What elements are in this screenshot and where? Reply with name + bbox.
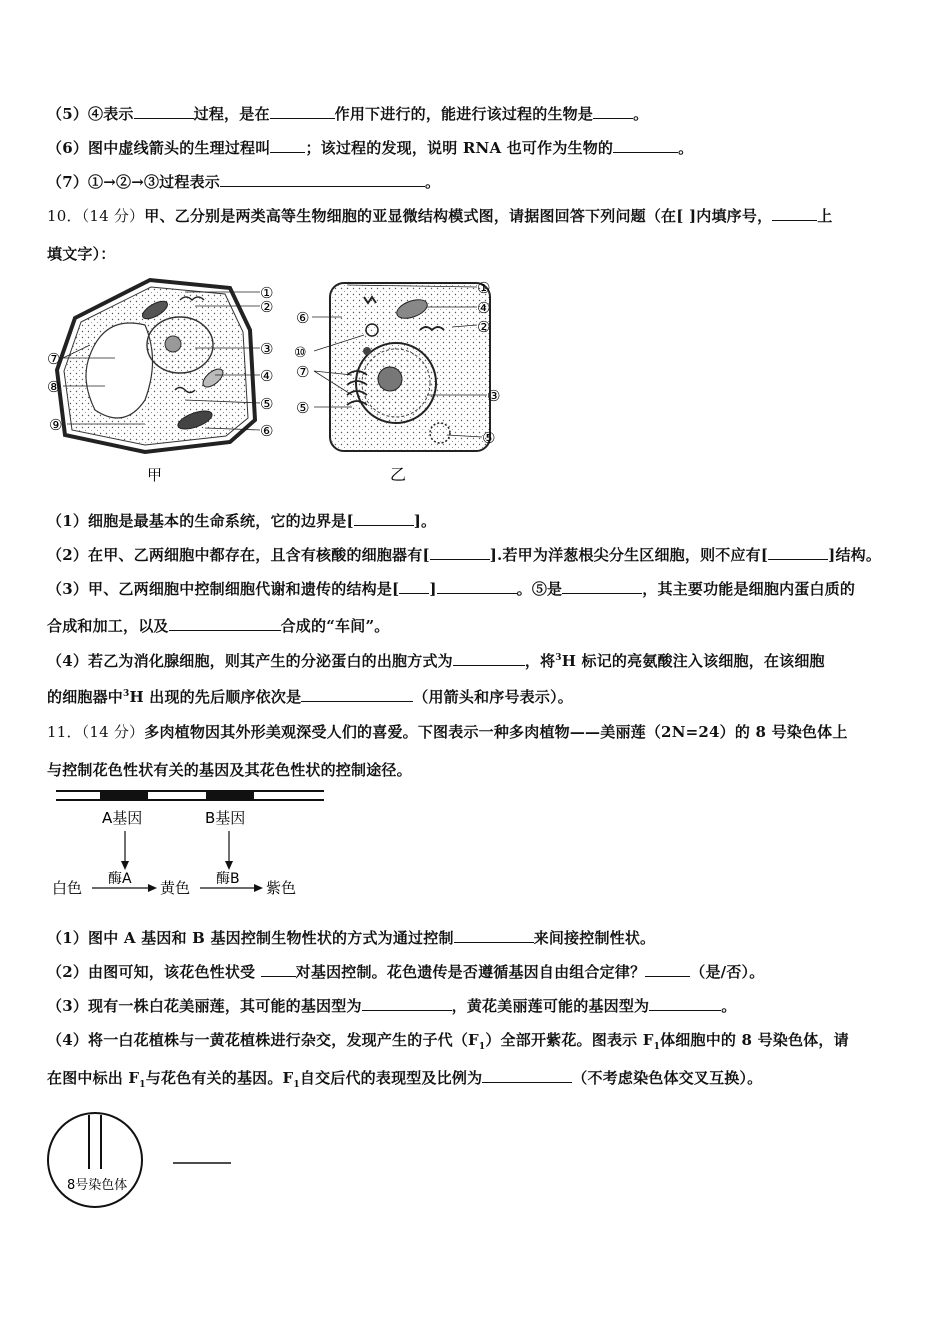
q11-part4-line2: 在图中标出 $F_1$与花色有关的基因。$F_1$自交后代的表现型及比例为 （不考虑染色体交叉互换）。 bbox=[47, 1069, 763, 1090]
q10-header-line2: 填文字）： bbox=[47, 245, 116, 263]
label-6: ⑥ bbox=[296, 309, 310, 327]
gene-a-label: A基因 bbox=[102, 809, 143, 827]
arrow-down-icon bbox=[225, 861, 233, 870]
label-5: ⑤ bbox=[296, 399, 310, 417]
gene-pathway-figure bbox=[48, 785, 338, 905]
answer-blank[interactable] bbox=[772, 206, 817, 221]
answer-blank[interactable] bbox=[437, 579, 517, 594]
label-4: ④ bbox=[477, 299, 491, 317]
label-1: ① bbox=[477, 279, 491, 297]
q11-part3: （3）现有一株白花美丽莲，其可能的基因型为 ，黄花美丽莲可能的基因型为 。 bbox=[47, 997, 737, 1015]
answer-blank[interactable] bbox=[649, 996, 721, 1011]
answer-blank[interactable] bbox=[613, 138, 678, 153]
answer-blank[interactable] bbox=[399, 579, 429, 594]
answer-blank[interactable] bbox=[134, 104, 194, 119]
answer-blank[interactable] bbox=[768, 545, 828, 560]
label-5: ⑤ bbox=[482, 429, 496, 447]
q11-part4: （4）将一白花植株与一黄花植株进行杂交，发现产生的子代$(F_1)$全部开紫花。图表示 $F_1$体细胞中的 8 号染色体，请 bbox=[47, 1031, 849, 1052]
label-3: ③ bbox=[487, 387, 501, 405]
label-9: ⑨ bbox=[49, 416, 63, 434]
answer-blank[interactable] bbox=[562, 579, 642, 594]
chromosome-label: 8号染色体 bbox=[67, 1178, 128, 1193]
figure-label-jia: 甲 bbox=[147, 466, 163, 484]
answer-blank[interactable] bbox=[220, 172, 425, 187]
gene-b-label: B基因 bbox=[205, 809, 246, 827]
chromosome-figure bbox=[45, 1105, 245, 1215]
answer-blank[interactable] bbox=[270, 104, 335, 119]
q9-part7: （7）①→②→③过程表示 。 bbox=[47, 173, 441, 191]
q9-part6: （6）图中虚线箭头的生理过程叫 ；该过程的发现，说明 RNA 也可作为生物的 。 bbox=[47, 139, 694, 157]
label-10: ⑩ bbox=[294, 345, 307, 361]
q10-part4: （4）若乙为消化腺细胞，则其产生的分泌蛋白的出胞方式为 ，将$^3$H 标记的亮氨酸注入该细胞，在该细胞 bbox=[47, 652, 825, 670]
q10-part3: （3）甲、乙两细胞中控制细胞代谢和遗传的结构是[ ] 。⑤是 ，其主要功能是细胞内蛋白质的 bbox=[47, 580, 856, 598]
answer-blank[interactable] bbox=[482, 1068, 572, 1083]
answer-blank[interactable] bbox=[454, 928, 534, 943]
q11-header: 11．（14 分）多肉植物因其外形美观深受人们的喜爱。下图表示一种多肉植物——美丽莲（2N=24）的 8 号染色体上 bbox=[47, 723, 848, 741]
enzyme-a-label: 酶A bbox=[108, 871, 132, 887]
plant-cell-figure bbox=[45, 270, 285, 490]
label-2: ② bbox=[260, 298, 274, 316]
gene-b-segment bbox=[206, 791, 254, 800]
label-1: ① bbox=[260, 284, 274, 302]
enzyme-b-label: 酶B bbox=[216, 871, 240, 887]
answer-blank[interactable] bbox=[270, 138, 305, 153]
figure-label-yi: 乙 bbox=[390, 465, 407, 484]
answer-blank[interactable] bbox=[301, 687, 413, 702]
answer-blank[interactable] bbox=[430, 545, 490, 560]
q11-part2: （2）由图可知，该花色性状受 对基因控制。花色遗传是否遵循基因自由组合定律？ （是/否）。 bbox=[47, 963, 765, 981]
label-5: ⑤ bbox=[260, 395, 274, 413]
color-purple-label: 紫色 bbox=[266, 879, 297, 897]
nucleolus bbox=[165, 336, 181, 352]
q10-part4-line2: 的细胞器中$^3$H 出现的先后顺序依次是 （用箭头和序号表示）。 bbox=[47, 688, 573, 706]
label-4: ④ bbox=[260, 367, 274, 385]
answer-blank[interactable] bbox=[261, 962, 296, 977]
animal-cell-figure bbox=[292, 275, 512, 490]
label-2: ② bbox=[477, 318, 491, 336]
arrow-down-icon bbox=[121, 861, 129, 870]
color-white-label: 白色 bbox=[52, 879, 83, 897]
label-3: ③ bbox=[260, 340, 274, 358]
answer-blank[interactable] bbox=[362, 996, 452, 1011]
answer-blank[interactable] bbox=[593, 104, 633, 119]
q10-header: 10．（14 分）甲、乙分别是两类高等生物细胞的亚显微结构模式图，请据图回答下列问题（在[ ]内填序号， 上 bbox=[47, 207, 833, 225]
answer-blank[interactable] bbox=[453, 651, 525, 666]
gene-a-segment bbox=[100, 791, 148, 800]
label-8: ⑧ bbox=[47, 378, 61, 396]
label-6: ⑥ bbox=[260, 422, 274, 440]
q11-part1: （1）图中 A 基因和 B 基因控制生物性状的方式为通过控制 来间接控制性状。 bbox=[47, 929, 656, 947]
label-7: ⑦ bbox=[296, 363, 310, 381]
q10-part2: （2）在甲、乙两细胞中都存在，且含有核酸的细胞器有[ ].若甲为洋葱根尖分生区细胞，则不应有[ ]结构。 bbox=[47, 546, 882, 564]
q11-header-line2: 与控制花色性状有关的基因及其花色性状的控制途径。 bbox=[47, 761, 412, 779]
answer-blank[interactable] bbox=[169, 616, 281, 631]
nucleolus bbox=[378, 367, 402, 391]
color-yellow-label: 黄色 bbox=[160, 879, 191, 897]
arrow-right-icon bbox=[148, 884, 157, 892]
q10-part3-line2: 合成和加工，以及 合成的“车间”。 bbox=[47, 617, 390, 635]
q10-part1: （1）细胞是最基本的生命系统，它的边界是[ ]。 bbox=[47, 512, 437, 530]
answer-blank[interactable] bbox=[645, 962, 690, 977]
label-7: ⑦ bbox=[47, 350, 61, 368]
centriole bbox=[363, 347, 371, 355]
arrow-right-icon bbox=[254, 884, 263, 892]
q9-part5: （5）④表示 过程，是在 作用下进行的，能进行该过程的生物是 。 bbox=[47, 105, 649, 123]
answer-blank[interactable] bbox=[354, 511, 414, 526]
